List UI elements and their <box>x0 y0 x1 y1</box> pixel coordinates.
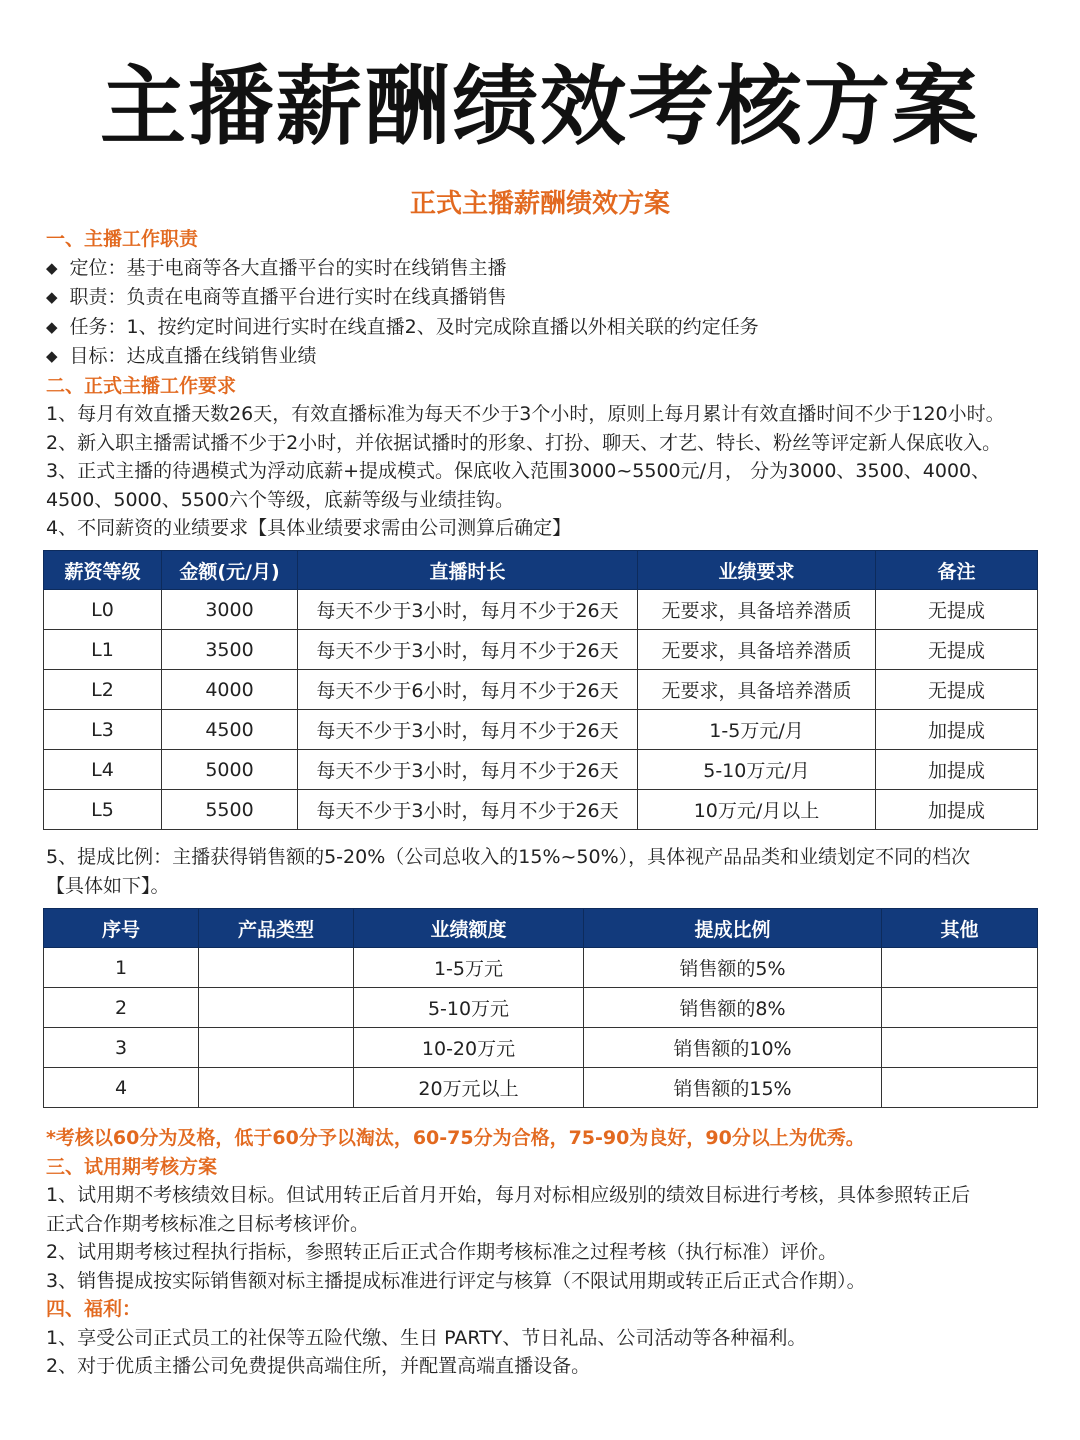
probation-line: 3、销售提成按实际销售额对标主播提成标准进行评定与核算（不限试用期或转正后正式合作期）。 <box>46 1269 866 1292</box>
table-row <box>44 590 1038 630</box>
commission-cell: 20万元以上 <box>354 1068 584 1108</box>
salary-cell: 每天不少于3小时，每月不少于26天 <box>298 590 638 630</box>
assessment-note: *考核以60分为及格，低于60分予以淘汰，60-75分为合格，75-90为良好，90分以上为优秀。 <box>46 1127 865 1149</box>
salary-cell: 加提成 <box>876 710 1038 750</box>
commission-line: 5、提成比例：主播获得销售额的5-20%（公司总收入的15%~50%），具体视产品品类和业绩划定不同的档次 <box>46 846 971 868</box>
commission-header-cell: 其他 <box>882 909 1038 948</box>
salary-cell: L3 <box>44 710 162 750</box>
probation-line: 正式合作期考核标准之目标考核评价。 <box>46 1212 370 1235</box>
section1-heading: 一、主播工作职责 <box>46 228 199 250</box>
section4-heading: 四、福利： <box>46 1298 142 1320</box>
section-duties <box>46 225 1046 543</box>
commission-cell: 销售额的15% <box>584 1068 882 1108</box>
salary-cell: 每天不少于3小时，每月不少于26天 <box>298 750 638 790</box>
commission-cell: 4 <box>44 1068 199 1108</box>
commission-header-row <box>44 909 1038 948</box>
requirement-line: 2、新入职主播需试播不少于2小时，并依据试播时的形象、打扮、聊天、才艺、特长、粉丝等评定新人保底收入。 <box>46 431 1002 454</box>
salary-cell: 4000 <box>162 670 298 710</box>
salary-cell: 无提成 <box>876 590 1038 630</box>
commission-cell: 2 <box>44 988 199 1028</box>
salary-header-cell: 备注 <box>876 551 1038 590</box>
salary-cell: 每天不少于3小时，每月不少于26天 <box>298 710 638 750</box>
commission-line: 【具体如下】。 <box>46 874 170 897</box>
requirement-line: 3、正式主播的待遇模式为浮动底薪+提成模式。保底收入范围3000~5500元/月， 分为3000、3500、4000、 <box>46 460 991 482</box>
salary-cell: L4 <box>44 750 162 790</box>
table-row <box>44 948 1038 988</box>
table-row <box>44 988 1038 1028</box>
requirement-line: 4500、5000、5500六个等级，底薪等级与业绩挂钩。 <box>46 488 515 511</box>
commission-cell: 10-20万元 <box>354 1028 584 1068</box>
salary-cell: 1-5万元/月 <box>638 710 876 750</box>
commission-header-cell: 序号 <box>44 909 199 948</box>
commission-intro <box>46 843 1046 900</box>
commission-cell: 5-10万元 <box>354 988 584 1028</box>
page-title: 主播薪酬绩效考核方案 <box>100 57 980 157</box>
salary-cell: L5 <box>44 790 162 830</box>
commission-cell <box>882 988 1038 1028</box>
commission-cell: 1 <box>44 948 199 988</box>
duty-bullet: ◆ 任务：1、按约定时间进行实时在线直播2、及时完成除直播以外相关联的约定任务 <box>46 313 1046 343</box>
salary-cell: 加提成 <box>876 750 1038 790</box>
salary-cell: 加提成 <box>876 790 1038 830</box>
commission-cell: 销售额的5% <box>584 948 882 988</box>
salary-cell: L0 <box>44 590 162 630</box>
salary-cell: 3500 <box>162 630 298 670</box>
table-row <box>44 670 1038 710</box>
requirement-line: 1、每月有效直播天数26天，有效直播标准为每天不少于3个小时，原则上每月累计有效直播时间不少于120小时。 <box>46 403 1005 425</box>
salary-table <box>43 550 1038 830</box>
salary-header-cell: 业绩要求 <box>638 551 876 590</box>
salary-cell: 每天不少于6小时，每月不少于26天 <box>298 670 638 710</box>
table-row <box>44 1028 1038 1068</box>
probation-line: 2、试用期考核过程执行指标，参照转正后正式合作期考核标准之过程考核（执行标准）评价。 <box>46 1241 838 1263</box>
salary-cell: L2 <box>44 670 162 710</box>
salary-cell: 每天不少于3小时，每月不少于26天 <box>298 790 638 830</box>
duty-bullet: ◆ 目标：达成直播在线销售业绩 <box>46 342 1046 372</box>
requirement-line: 4、不同薪资的业绩要求【具体业绩要求需由公司测算后确定】 <box>46 517 572 539</box>
salary-cell: 4500 <box>162 710 298 750</box>
duty-bullet: ◆ 职责：负责在电商等直播平台进行实时在线真播销售 <box>46 283 1046 313</box>
commission-cell <box>882 1068 1038 1108</box>
commission-cell <box>882 1028 1038 1068</box>
commission-cell: 1-5万元 <box>354 948 584 988</box>
commission-cell: 销售额的10% <box>584 1028 882 1068</box>
salary-header-cell: 直播时长 <box>298 551 638 590</box>
benefit-line: 2、对于优质主播公司免费提供高端住所，并配置高端直播设备。 <box>46 1355 591 1377</box>
commission-cell <box>882 948 1038 988</box>
benefit-line: 1、享受公司正式员工的社保等五险代缴、生日 PARTY、节日礼品、公司活动等各种福利。 <box>46 1326 807 1349</box>
salary-header-cell: 薪资等级 <box>44 551 162 590</box>
commission-table <box>43 908 1038 1108</box>
table-row <box>44 630 1038 670</box>
salary-cell: 3000 <box>162 590 298 630</box>
salary-cell: 无提成 <box>876 670 1038 710</box>
page-subtitle: 正式主播薪酬绩效方案 <box>409 189 670 219</box>
table-row <box>44 710 1038 750</box>
section2-heading: 二、正式主播工作要求 <box>46 374 237 397</box>
salary-cell: 无要求，具备培养潜质 <box>638 590 876 630</box>
probation-line: 1、试用期不考核绩效目标。但试用转正后首月开始，每月对标相应级别的绩效目标进行考核，具体参照转正后 <box>46 1184 971 1206</box>
salary-cell: 5000 <box>162 750 298 790</box>
salary-cell: 5-10万元/月 <box>638 750 876 790</box>
commission-header-cell: 提成比例 <box>584 909 882 948</box>
section3-heading: 三、试用期考核方案 <box>46 1155 218 1178</box>
salary-cell: 无提成 <box>876 630 1038 670</box>
commission-cell: 3 <box>44 1028 199 1068</box>
salary-header-cell: 金额(元/月) <box>162 551 298 590</box>
commission-cell: 销售额的8% <box>584 988 882 1028</box>
table-row <box>44 750 1038 790</box>
salary-cell: 10万元/月以上 <box>638 790 876 830</box>
salary-cell: 每天不少于3小时，每月不少于26天 <box>298 630 638 670</box>
salary-cell: 5500 <box>162 790 298 830</box>
duty-bullet: ◆ 定位：基于电商等各大直播平台的实时在线销售主播 <box>46 254 1046 284</box>
commission-cell <box>199 948 354 988</box>
commission-cell <box>199 1068 354 1108</box>
table-row <box>44 790 1038 830</box>
commission-cell <box>199 988 354 1028</box>
salary-cell: L1 <box>44 630 162 670</box>
section-probation <box>46 1124 1046 1381</box>
commission-cell <box>199 1028 354 1068</box>
salary-header-row <box>44 551 1038 590</box>
table-row <box>44 1068 1038 1108</box>
salary-cell: 无要求，具备培养潜质 <box>638 670 876 710</box>
commission-header-cell: 业绩额度 <box>354 909 584 948</box>
commission-header-cell: 产品类型 <box>199 909 354 948</box>
salary-cell: 无要求，具备培养潜质 <box>638 630 876 670</box>
